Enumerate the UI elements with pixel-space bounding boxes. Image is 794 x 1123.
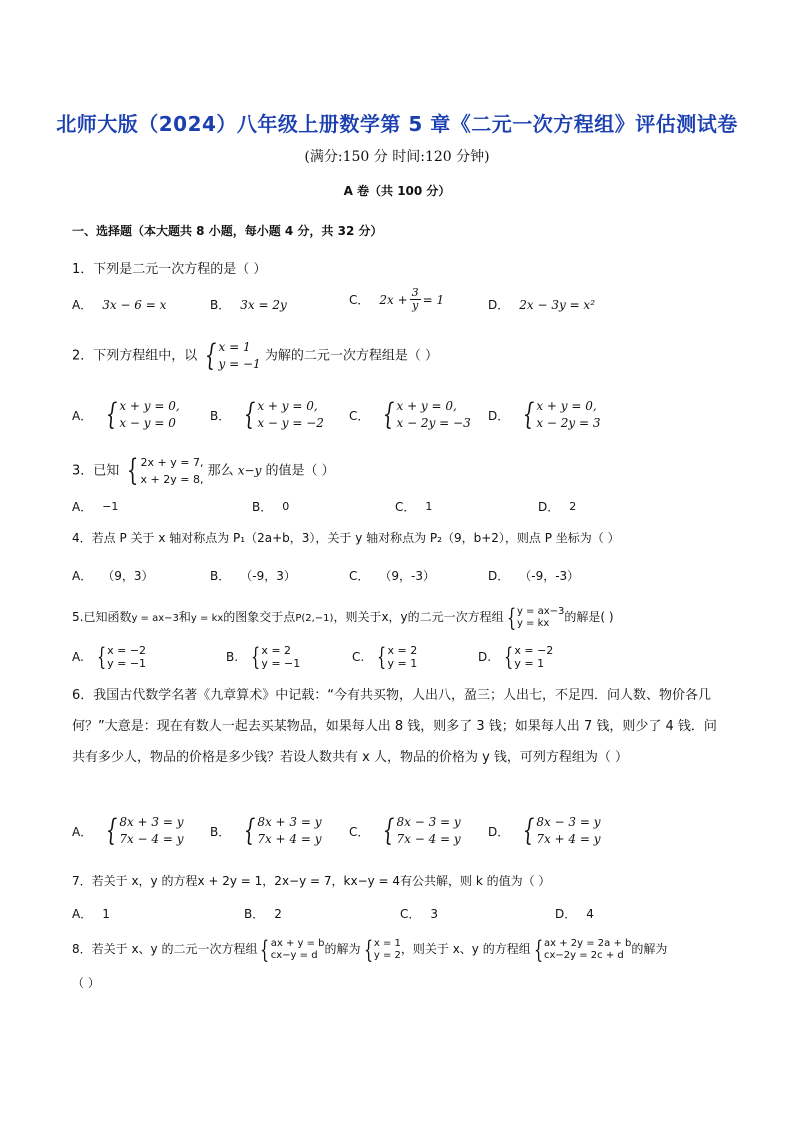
- option-label: C．: [349, 569, 370, 583]
- question-6-option-c: C． { 8x − 3 = y 7x − 4 = y: [349, 813, 461, 848]
- stem-text: 和: [178, 610, 191, 624]
- solution-system: { x = 1 y = −1: [205, 338, 261, 373]
- option-text: （9，3）: [102, 569, 154, 583]
- option-label: D．: [488, 569, 510, 583]
- question-7-option-c: [400, 905, 438, 922]
- stem-text: ，则关于 x、y 的方程组: [400, 942, 531, 956]
- stem-text: 的值是（ ）: [265, 463, 335, 479]
- question-1-stem: 1．下列是二元一次方程的是（ ）: [72, 262, 267, 277]
- system-row: 8x − 3 = y: [396, 815, 461, 829]
- question-8-stem: [72, 934, 667, 964]
- question-4-option-b: [210, 567, 296, 584]
- system-row: y = −1: [261, 657, 301, 670]
- option-label: D．: [488, 298, 510, 312]
- question-3-stem: [72, 454, 335, 488]
- question-7-option-b: [244, 905, 282, 922]
- system-row: y = −1: [218, 357, 261, 371]
- option-text: 1: [425, 500, 433, 513]
- question-3-option-c: [395, 498, 432, 515]
- fraction-numerator: 3: [411, 286, 419, 299]
- option-label: B．: [210, 569, 231, 583]
- option-label: B．: [210, 824, 231, 839]
- stem-text: 的解为: [324, 942, 361, 956]
- question-8-answer-paren: （ ）: [72, 976, 100, 990]
- system-row: x = −2: [514, 644, 554, 657]
- option-text: 2: [274, 906, 282, 921]
- stem-text: 的图象交于点: [223, 610, 296, 624]
- system-2: { x = 1 y = 2: [363, 935, 401, 964]
- option-label: B.: [226, 650, 239, 664]
- question-5-option-a: A. { x = −2 y = −1: [72, 643, 147, 671]
- system-row: x − y = −2: [257, 416, 324, 430]
- system-3: { ax + 2y = 2a + b cx−2y = 2c + d: [533, 935, 632, 964]
- stem-text: 的解为: [631, 942, 668, 956]
- given-system: { 2x + y = 7, x + 2y = 8,: [127, 453, 204, 488]
- system-row: 8x − 3 = y: [536, 815, 601, 829]
- question-5-option-b: B. { x = 2 y = −1: [226, 643, 301, 671]
- option-text: （-9，3）: [240, 569, 296, 583]
- question-7-option-d: [555, 905, 594, 922]
- option-label: B．: [252, 500, 273, 514]
- system-row: x + y = 0,: [536, 399, 597, 413]
- system-row: x + y = 0,: [396, 399, 457, 413]
- question-7-stem: 7．若关于 x，y 的方程x + 2y = 1，2x−y = 7，kx−y = 4有公共解，则 k 的值为（ ）: [72, 874, 551, 888]
- section-heading: 一、选择题（本大题共 8 小题，每小题 4 分，共 32 分）: [72, 224, 383, 238]
- question-4-option-c: [349, 567, 435, 584]
- system-row: 8x + 3 = y: [119, 815, 184, 829]
- system-row: y = kx: [516, 617, 550, 629]
- option-text: 2x − 3y = x²: [519, 297, 596, 312]
- fraction: [410, 287, 421, 312]
- question-7-option-a: [72, 905, 110, 922]
- system-row: x − 2y = −3: [396, 416, 471, 430]
- option-label: A.: [72, 650, 84, 664]
- option-text: 1: [102, 906, 110, 921]
- system-row: 7x − 4 = y: [396, 832, 461, 846]
- option-text: 3x = 2y: [240, 297, 287, 312]
- system-row: y = ax−3: [516, 605, 565, 617]
- question-3-option-d: [538, 498, 576, 515]
- system-1: { ax + y = b cx−y = d: [260, 935, 325, 964]
- stem-text: 3．已知: [72, 463, 120, 479]
- stem-text: 的解是( ): [564, 610, 614, 624]
- system-row: cx−y = d: [270, 949, 318, 961]
- stem-text: 8．若关于 x、y 的二元一次方程组: [72, 942, 258, 956]
- option-text: 3: [430, 906, 439, 921]
- option-text: −1: [102, 500, 119, 513]
- system-row: x = −2: [107, 644, 147, 657]
- stem-text: 2．下列方程组中，以: [72, 348, 198, 364]
- system-row: 2x + y = 7,: [140, 456, 204, 469]
- option-label: A．: [72, 824, 93, 839]
- system-row: 7x + 4 = y: [536, 832, 601, 846]
- function-2: y = kx: [190, 613, 224, 624]
- question-2-option-b: B． { x + y = 0, x − y = −2: [210, 397, 324, 432]
- system-row: y = 2: [373, 949, 401, 961]
- system-row: x − y = 0: [119, 416, 176, 430]
- question-6-option-d: D． { 8x − 3 = y 7x + 4 = y: [488, 813, 601, 848]
- system-row: x − 2y = 3: [536, 416, 601, 430]
- exam-info: (满分:150 分 时间:120 分钟): [304, 149, 490, 165]
- stem-text: 5.已知函数: [72, 610, 132, 624]
- option-text: （9，-3）: [379, 569, 435, 583]
- system-row: 7x + 4 = y: [257, 832, 322, 846]
- option-label: A．: [72, 500, 93, 514]
- option-label: A．: [72, 408, 93, 423]
- question-1-option-c: [349, 287, 444, 312]
- question-1-option-b: [210, 296, 287, 313]
- system-row: cx−2y = 2c + d: [544, 949, 624, 961]
- option-text-post: = 1: [422, 292, 445, 307]
- option-label: D.: [478, 650, 492, 664]
- stem-text: 为解的二元一次方程组是（ ）: [264, 348, 438, 364]
- system-row: x + y = 0,: [257, 399, 318, 413]
- option-label: D．: [555, 907, 577, 921]
- question-5-option-d: D. { x = −2 y = 1: [478, 643, 554, 671]
- option-label: C．: [349, 824, 370, 839]
- option-label: B．: [210, 298, 231, 312]
- system-row: ax + y = b: [270, 937, 325, 949]
- question-6-option-a: A． { 8x + 3 = y 7x − 4 = y: [72, 813, 184, 848]
- system-row: x + y = 0,: [119, 399, 180, 413]
- system-row: x + 2y = 8,: [140, 473, 204, 486]
- option-label: D．: [488, 824, 510, 839]
- option-label: B．: [244, 907, 265, 921]
- question-4-stem: 4．若点 P 关于 x 轴对称点为 P₁（2a+b，3），关于 y 轴对称点为 P₂（9，b+2），则点 P 坐标为（ ）: [72, 531, 620, 545]
- system-row: x = 2: [261, 644, 292, 657]
- question-5-stem: [72, 602, 614, 634]
- expression: x−y: [237, 463, 262, 478]
- option-label: A．: [72, 298, 93, 312]
- system-row: x = 1: [218, 340, 251, 354]
- page-title: 北师大版（2024）八年级上册数学第 5 章《二元一次方程组》评估测试卷: [56, 112, 738, 136]
- question-6-stem: 6．我国古代数学名著《九章算术》中记载：“今有共买物，人出八，盈三；人出七，不足四．问人数、物价各几何？”大意是：现在有数人一起去买某物品，如果每人出 8 钱，则多了 3 钱；如果每人出 7 钱，则少了 4 钱．问共有多少人，物品的价格是多少钱？若设人数共有 x 人，物品的价格为 y 钱，可列方程组为（ ）: [72, 688, 717, 765]
- question-1-option-d: [488, 296, 595, 313]
- system-row: x = 2: [387, 644, 418, 657]
- question-1-option-a: [72, 296, 166, 313]
- option-text-pre: 2x +: [379, 292, 408, 307]
- question-2-option-c: C． { x + y = 0, x − 2y = −3: [349, 397, 471, 432]
- option-text: （-9，-3）: [519, 569, 580, 583]
- question-4-option-a: [72, 567, 154, 584]
- option-text: 4: [586, 906, 594, 921]
- system-row: ax + 2y = 2a + b: [544, 937, 632, 949]
- option-text: 0: [282, 500, 290, 513]
- system-row: y = −1: [107, 657, 147, 670]
- equation-system: { y = ax−3 y = kx: [506, 603, 565, 632]
- option-label: C.: [352, 650, 365, 664]
- stem-text: ，则关于x，y的二元一次方程组: [333, 610, 504, 624]
- question-2-option-a: A． { x + y = 0, x − y = 0: [72, 397, 180, 432]
- option-label: D．: [488, 408, 510, 423]
- question-5-option-c: C. { x = 2 y = 1: [352, 643, 418, 671]
- intersection-point: P(2,−1): [295, 613, 334, 624]
- option-label: C．: [349, 293, 370, 307]
- function-1: y = ax−3: [131, 613, 179, 624]
- system-row: y = 1: [387, 657, 418, 670]
- fraction-denominator: y: [412, 299, 419, 312]
- option-text: 2: [569, 500, 577, 513]
- option-text: 3x − 6 = x: [102, 297, 167, 312]
- option-label: A．: [72, 907, 93, 921]
- system-row: 8x + 3 = y: [257, 815, 322, 829]
- question-2-stem: [72, 339, 438, 373]
- question-3-option-a: [72, 498, 118, 515]
- option-label: C．: [349, 408, 370, 423]
- question-4-option-d: [488, 567, 579, 584]
- stem-text: 那么: [207, 463, 234, 479]
- option-label: C．: [400, 907, 421, 921]
- question-2-option-d: D． { x + y = 0, x − 2y = 3: [488, 397, 601, 432]
- system-row: y = 1: [514, 657, 545, 670]
- system-row: 7x − 4 = y: [119, 832, 184, 846]
- option-label: B．: [210, 408, 231, 423]
- volume-heading: A 卷（共 100 分）: [343, 184, 451, 198]
- question-6-option-b: B． { 8x + 3 = y 7x + 4 = y: [210, 813, 322, 848]
- option-label: C．: [395, 500, 416, 514]
- system-row: x = 1: [373, 937, 401, 949]
- option-label: D．: [538, 500, 560, 514]
- question-3-option-b: [252, 498, 289, 515]
- option-label: A．: [72, 569, 93, 583]
